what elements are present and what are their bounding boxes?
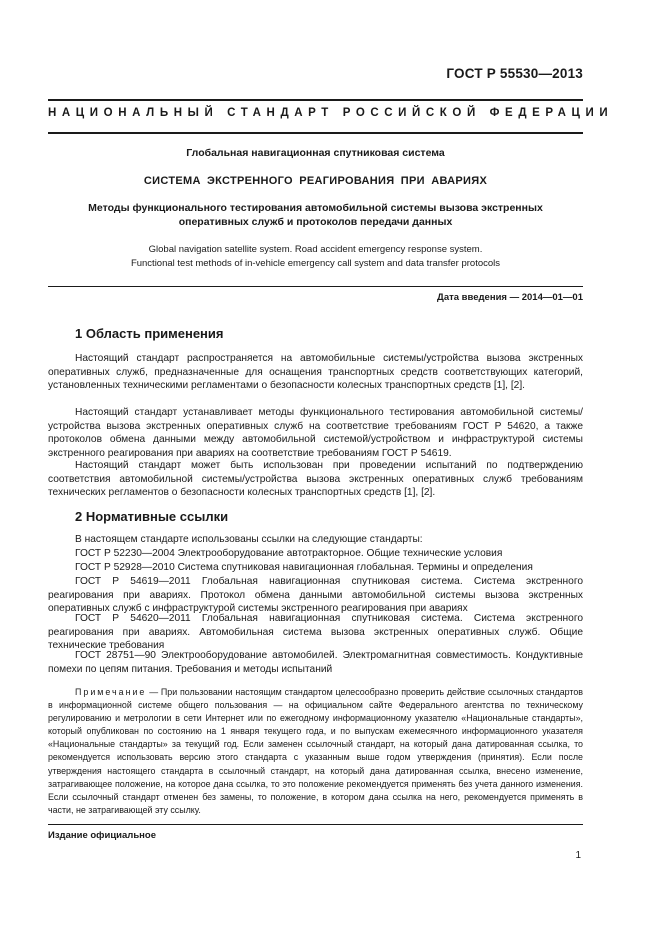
banner-divider xyxy=(48,132,583,134)
standard-banner: НАЦИОНАЛЬНЫЙ СТАНДАРТ РОССИЙСКОЙ ФЕДЕРАЦИИ xyxy=(48,107,614,119)
reference-3: ГОСТ Р 54619—2011 Глобальная навигационная спутниковая система. Система экстренного реагирования при авариях. Протокол обмена данными автомобильной системы вызова экстренных оперативных служб с инфраструктурой системы экстренного реагирования при авариях xyxy=(48,576,583,615)
note-text: — При пользовании настоящим стандартом целесообразно проверить действие ссылочных стандартов в информационной системе общего пользования — на официальном сайте Федерального агентства по техническому регулированию и метрологии в сети Интернет или по ежегодному информационному указателю «Национальные стандарты», который опубликован по состоянию на 1 января текущего года, и по выпускам ежемесячного информационного указателя «Национальные стандарты» за текущий год. Если заменен ссылочный стандарт, на который дана датированная ссылка, то рекомендуется использовать версию этого стандарта с указанным выше годом утверждения (принятия). Если после утверждения настоящего стандарта в ссылочный стандарт, на который дана датированная ссылка, внесено изменение, затрагивающее положение, на которое дана ссылка, то это положение рекомендуется применять без учета данного изменения. Если ссылочный стандарт отменен без замены, то положение, в котором дана ссылка на него, рекомендуется применять в части, не затрагивающей эту ссылку. xyxy=(48,687,583,815)
footer-divider xyxy=(48,824,583,825)
subtitle-line-2: оперативных служб и протоколов передачи данных xyxy=(178,216,453,228)
english-title xyxy=(48,243,583,271)
reference-2: ГОСТ Р 52928—2010 Система спутниковая навигационная глобальная. Термины и определения xyxy=(75,562,533,573)
system-title: Глобальная навигационная спутниковая система xyxy=(186,147,445,159)
subtitle-line-1: Методы функционального тестирования автомобильной системы вызова экстренных xyxy=(88,202,543,214)
section-1-paragraph-3: Настоящий стандарт может быть использован при проведении испытаний по подтверждению соответствия автомобильной системы/устройства вызова экстренных оперативных служб требованиям технических регламентов о безопасности колесных транспортных средств [1], [2]. xyxy=(48,460,583,499)
reference-5: ГОСТ 28751—90 Электрооборудование автомобилей. Электромагнитная совместимость. Кондуктивные помехи по цепям питания. Требования и методы испытаний xyxy=(48,650,583,675)
official-edition: Издание официальное xyxy=(48,830,156,841)
section-1-heading: 1 Область применения xyxy=(75,326,224,341)
introduction-date: Дата введения — 2014—01—01 xyxy=(437,292,583,303)
section-1-paragraph-2: Настоящий стандарт устанавливает методы функционального тестирования автомобильной системы/устройства вызова экстренных оперативных служб на соответствие требованиям ГОСТ Р 54620, а также протоколов обмена данными между автомобильной системой/устройством и инфраструктурой системы экстренного реагирования при авариях на соответствие требованиям ГОСТ Р 54619. xyxy=(48,407,583,459)
page-number: 1 xyxy=(575,850,581,861)
note xyxy=(48,686,583,817)
english-title-line-1: Global navigation satellite system. Road accident emergency response system. xyxy=(148,244,483,255)
reference-4: ГОСТ Р 54620—2011 Глобальная навигационная спутниковая система. Система экстренного реагирования при авариях. Автомобильная система вызова экстренных оперативных служб. Общие технические требования xyxy=(48,613,583,652)
document-number: ГОСТ Р 55530—2013 xyxy=(446,66,583,81)
section-2-heading: 2 Нормативные ссылки xyxy=(75,509,229,524)
title-divider xyxy=(48,286,583,287)
top-divider xyxy=(48,99,583,101)
reference-1: ГОСТ Р 52230—2004 Электрооборудование автотракторное. Общие технические условия xyxy=(75,548,503,559)
section-2-intro: В настоящем стандарте использованы ссылки на следующие стандарты: xyxy=(75,534,423,545)
subtitle xyxy=(48,201,583,229)
section-1-paragraph-1: Настоящий стандарт распространяется на автомобильные системы/устройства вызова экстренных оперативных служб, предназначенные для оснащения транспортных средств соответствующих категорий, установленных техническими регламентами о безопасности колесных транспортных средств [1], [2]. xyxy=(48,353,583,392)
main-title: СИСТЕМА ЭКСТРЕННОГО РЕАГИРОВАНИЯ ПРИ АВАРИЯХ xyxy=(143,175,488,187)
english-title-line-2: Functional test methods of in-vehicle emergency call system and data transfer protocols xyxy=(130,258,501,269)
note-label: Примечание xyxy=(75,687,147,697)
